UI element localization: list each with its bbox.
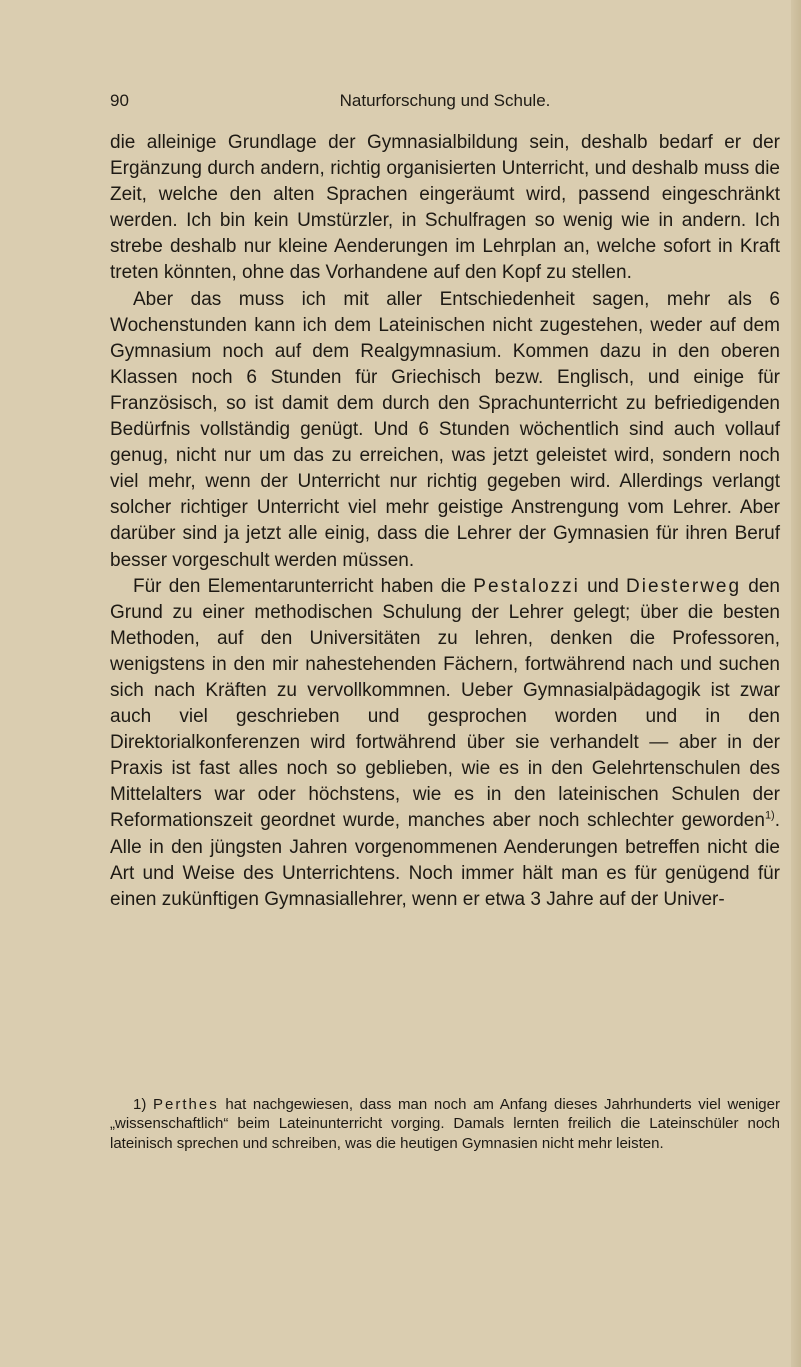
footnote-marker: 1): [133, 1096, 154, 1113]
paragraph-3-main: den Grund zu einer methodischen Schulung der Lehrer gelegt; über die besten Methoden, auf den Universitäten zu lehren, denken die Professoren, wenigstens in den mir nahestehenden Fächern, fortwährend nach und suchen sich nach Kräften zu vervollkommnen. Ueber Gymnasialpädagogik ist zwar auch viel geschrieben und gesprochen worden und in den Direktorialkonferenzen wird fortwährend über sie verhandelt — aber in der Praxis ist fast alles noch so geblieben, wie es in den Gelehrtenschulen des Mittelalters war oder höchstens, wie es in den lateinischen Schulen der Reformationszeit geordnet wurde, manches aber noch schlechter geworden: [110, 575, 780, 832]
paragraph-2: Aber das muss ich mit aller Entschiedenheit sagen, mehr als 6 Wochenstunden kann ich dem Lateinischen nicht zugestehen, weder auf dem Gymnasium noch auf dem Realgymnasium. Kommen dazu in den oberen Klassen noch 6 Stunden für Griechisch bezw. Englisch, und einige für Französisch, so ist damit dem durch den Sprachunterricht zu befriedigenden Bedürfnis vollständig genügt. Und 6 Stunden wöchentlich sind auch vollauf genug, nicht nur um das zu erreichen, was jetzt geleistet wird, sondern noch viel mehr, wenn der Unterricht nur richtig gegeben wird. Allerdings verlangt solcher richtiger Unterricht viel mehr geistige Anstrengung vom Lehrer. Aber darüber sind ja jetzt alle einig, dass die Lehrer der Gymnasien für ihren Beruf besser vorgeschult werden müssen.: [110, 288, 780, 571]
running-head: [110, 91, 780, 115]
name-pestalozzi: Pestalozzi: [473, 575, 580, 597]
footnote-1: [110, 1095, 780, 1153]
name-diesterweg: Diesterweg: [626, 575, 742, 597]
paragraph-3-lead: Für den Elementarunterricht haben die: [133, 575, 474, 597]
paragraph-3-end: . Alle in den jüngsten Jahren vorgenommenen Aenderungen betreffen nicht die Art und Weise des Unterrichtens. Noch immer hält man es für genügend für einen zukünftigen Gymnasiallehrer, wenn er etwa 3 Jahre auf der Univer-: [110, 810, 780, 910]
footnotes: [110, 1095, 780, 1153]
paragraph-1: die alleinige Grundlage der Gymnasialbildung sein, deshalb bedarf er der Ergänzung durch andern, richtig organisierten Unterricht, und deshalb muss die Zeit, welche den alten Sprachen eingeräumt wird, passend eingeschränkt werden. Ich bin kein Umstürzler, in Schulfragen so wenig wie in andern. Ich strebe deshalb nur kleine Aenderungen im Lehrplan an, welche sofort in Kraft treten könnten, ohne das Vorhandene auf den Kopf zu stellen.: [110, 132, 780, 284]
page-edge: [791, 0, 801, 1367]
paragraph-3-und: und: [579, 575, 627, 597]
page-number: 90: [110, 91, 129, 110]
footnote-author: Perthes: [153, 1096, 219, 1113]
paragraph-3: [110, 574, 780, 913]
page-title: Naturforschung und Schule.: [339, 91, 551, 110]
footnote-reference[interactable]: 1): [764, 810, 775, 823]
footnote-text: hat nachgewiesen, dass man noch am Anfang dieses Jahrhunderts viel weniger „wissenschaftlich“ beim Lateinunterricht vorging. Damals lernten freilich die Lateinschüler noch lateinisch sprechen und schreiben, was die heutigen Gymnasien nicht mehr leisten.: [110, 1096, 780, 1152]
body-text: [110, 130, 780, 913]
